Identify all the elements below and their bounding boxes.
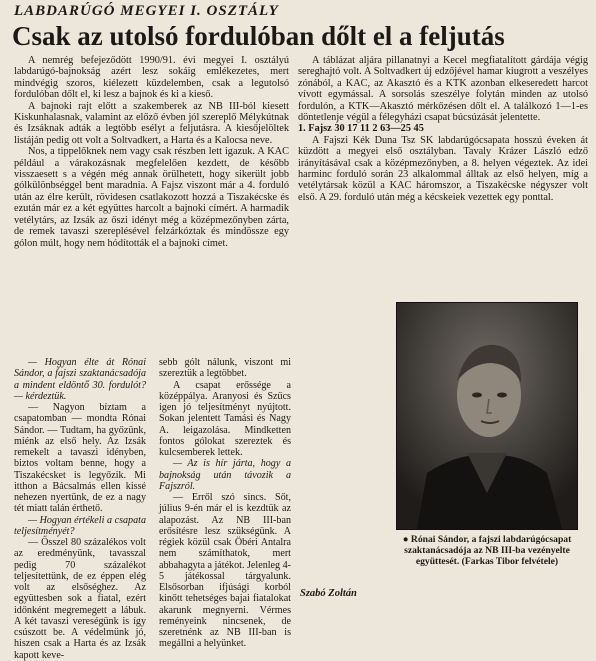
paragraph: A nemrég befejeződött 1990/91. évi megyei I. osztályú labdarúgó-bajnokság azért lesz sokáig emlékezetes, mert mindvégig szoros, kiélezett küzdelemben, csak a legutolsó fordulóban dőlt el, ki lesz a bajnok és ki a kieső.	[14, 55, 289, 101]
interview-question: — Az is hír járta, hogy a bajnokság után távozik a Fajszról.	[159, 458, 291, 492]
interview-question: — Hogyan értékeli a csapata teljesítményét?	[14, 514, 146, 537]
left-column	[14, 55, 289, 249]
photo-caption: ● Rónai Sándor, a fajszi labdarúgócsapat szaktanácsadója az NB III-ba vezényelte együttesét. (Farkas Tibor felvétele)	[402, 534, 572, 567]
interview-answer: A csapat erőssége a középpálya. Aranyosi és Szűcs igen jó teljesítményt nyújtott. Sokan jelentett Tamási és Nagy A. leigazolása. Mindketten fontos gólokat szereztek és kulcsemberek lettek.	[159, 379, 291, 458]
portrait-photo	[396, 302, 578, 530]
interview-answer: sebb gólt nálunk, viszont mi szereztük a legtöbbet.	[159, 357, 291, 380]
photo-block	[396, 302, 578, 567]
portrait-image-icon	[397, 303, 577, 529]
interview-answer: — Nagyon bíztam a csapatomban — mondta Rónai Sándor. — Tudtam, ha győzünk, miénk az első hely. Az Izsák remekelt a tavaszi idényben, biztos voltam benne, hogy a Tiszakécsket is legyőzik. Mi itthon a Bácsalmás ellen kissé nehezen nyertünk, de ez a nagy tét miatt talán érthető.	[14, 402, 146, 515]
standings-line: 1. Fajsz 30 17 11 2 63—25 45	[298, 123, 424, 135]
section-kicker: LABDARÚGÓ MEGYEI I. OSZTÁLY	[14, 3, 279, 19]
paragraph: Nos, a tippelőknek nem vagy csak részben lett igazuk. A KAC például a várakozásnak megfelelően kezdett, de később visszaesett s a végén még annak örülhetett, hogy sikerült jobb gólkülönbséggel bent maradnia. A Fajsz viszont már a 4. forduló után az élre került, rövidesen csatlakozott hozzá a Tiszakécske és ezután már ez a két együttes harcolt a bajnoki címért. A harmadik vetélytárs, az Izsák az őszi idényt még a középmezőnyben zárta, de remek tavaszi szereplésével felzárkóztak és mindössze egy gólon múlt, hogy nem hódították el a bajnoki címet.	[14, 146, 289, 249]
paragraph: A táblázat aljára pillanatnyi a Kecel megfiatalított gárdája végig sereghajtó volt. A Soltvadkert új edzőjével hamar kiugrott a veszélyes zónából, a KAC, az Akasztó és a KTK azonban elkeseredett harcot vívott egymással. A sorsolás szeszélye folytán minden az utolsó fordulón, a KTK—Akasztó mérkőzésen dőlt el. A találkozó 1—1-es döntetlenje végül a félegyházi csapat búcsúzását jelentette.	[298, 55, 588, 124]
author-byline: Szabó Zoltán	[300, 588, 357, 599]
interview-question: — Hogyan élte át Rónai Sándor, a fajszi szaktanácsadója a mindent eldöntő 30. fordulót? — kérdeztük.	[14, 357, 146, 402]
article-headline: Csak az utolsó fordulóban dőlt el a feljutás	[12, 21, 505, 51]
interview-answer: — Erről szó sincs. Sőt, július 9-én már el is kezdtük az alapozást. Az NB III-ban erősítésre lesz szükségünk. A régiek közül csak Öbéri Antalra nem számíthatok, mert abbahagyta a játékot. Jelenleg 4-5 játékossal tárgyalunk. Elsősorban ifjúsági korból kinőtt tehetséges bajai fiatalokat akarunk megnyerni. Vérmes reményeink nincsenek, de szeretnénk az NB III-ban is megállni a helyünket.	[159, 492, 292, 650]
interview-column-2	[159, 357, 291, 650]
interview-column-1	[14, 357, 146, 661]
interview-answer: — Ősszel 80 százalékos volt az eredményünk, tavasszal pedig 70 százalékot teljesítettünk, de ez éppen elég volt az elsőséghez. Az együttesben sok a fiatal, ezért időnként megremegett a lábuk. A két tavaszi vereségünk is így csúszott be. A védelmünk jó, hiszen csak a Harta és az Izsák kapott keve-	[14, 537, 146, 661]
paragraph: A Fajszi Kék Duna Tsz SK labdarúgócsapata hosszú éveken át küzdött a megyei első osztályban. Tavaly Krázer László edző irányításával csak a középmezőnyben, a 8. helyen végeztek. Az idei harminc forduló során 23 alkalommal álltak az első helyen, míg a vetélytársak közül a KAC háromszor, a Tiszakécske négyszer volt első. A 29. forduló után még a kécskeiek vezettek egy ponttal.	[298, 134, 588, 203]
right-column	[298, 55, 588, 203]
paragraph: A bajnoki rajt előtt a szakemberek az NB III-ból kiesett Kiskunhalasnak, valamint az előző évben jól szereplő Mélykútnak és Izsáknak adták a legtöbb esélyt a feljutásra. A kiesőjelöltek listáján pedig ott volt a Soltvadkert, a Harta és a Kalocsa neve.	[14, 100, 289, 146]
